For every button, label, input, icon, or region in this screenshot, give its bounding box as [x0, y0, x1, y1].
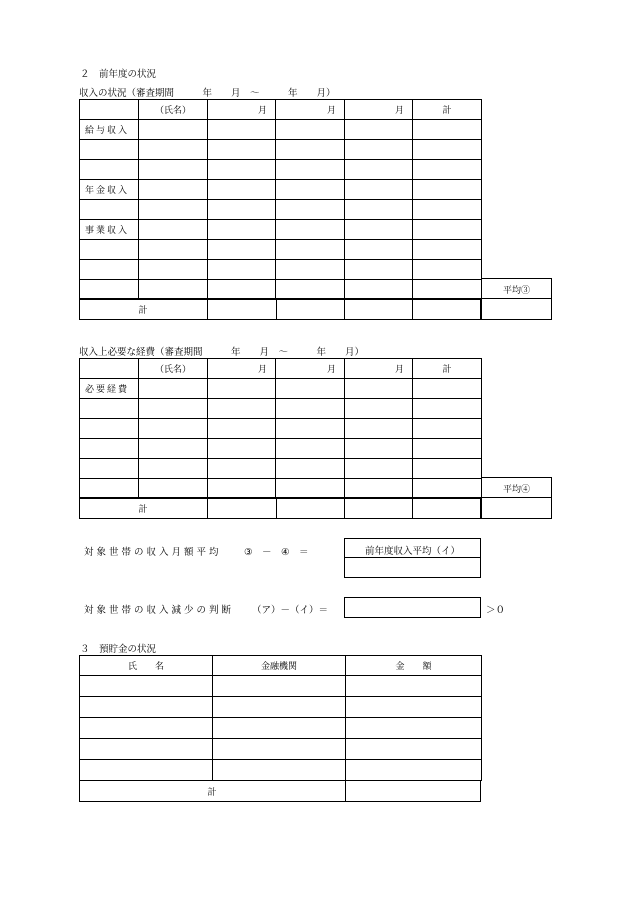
- income-cell[interactable]: [276, 280, 345, 300]
- savings-cell[interactable]: [346, 676, 482, 697]
- table-row: [80, 760, 482, 781]
- income-cell[interactable]: [345, 120, 413, 140]
- table-row: [80, 697, 482, 718]
- expense-cell[interactable]: [276, 379, 345, 399]
- expense-cell[interactable]: [139, 379, 208, 399]
- income-cell[interactable]: [413, 240, 482, 260]
- savings-cell[interactable]: [80, 697, 213, 718]
- expense-cell[interactable]: [208, 419, 276, 439]
- income-cell[interactable]: [413, 280, 482, 300]
- savings-cell[interactable]: [346, 760, 482, 781]
- savings-header-institution: 金融機関: [213, 656, 346, 676]
- savings-cell[interactable]: [346, 739, 482, 760]
- savings-cell[interactable]: [80, 739, 213, 760]
- table-row: [80, 200, 482, 220]
- expense-cell[interactable]: [413, 419, 482, 439]
- table-row: [80, 160, 482, 180]
- expense-cell[interactable]: [208, 479, 276, 499]
- expense-header-row: [80, 359, 482, 379]
- savings-cell[interactable]: [346, 697, 482, 718]
- expense-cell[interactable]: [139, 439, 208, 459]
- expense-cell[interactable]: [276, 419, 345, 439]
- income-cell[interactable]: [208, 280, 276, 300]
- income-cell[interactable]: [208, 120, 276, 140]
- income-row-label: [80, 260, 139, 280]
- expense-cell[interactable]: [276, 479, 345, 499]
- section3-heading: ３ 預貯金の状況: [80, 644, 157, 655]
- savings-total-value[interactable]: [346, 781, 480, 801]
- income-cell[interactable]: [345, 260, 413, 280]
- expense-header-name: （氏名）: [139, 359, 208, 379]
- expense-row-label: [80, 479, 139, 499]
- income-header-total: 計: [413, 100, 482, 120]
- table-row: [80, 459, 482, 479]
- income-cell[interactable]: [413, 140, 482, 160]
- table-row: [80, 379, 482, 399]
- income-cell[interactable]: [345, 280, 413, 300]
- expense-cell[interactable]: [139, 399, 208, 419]
- expense-cell[interactable]: [139, 479, 208, 499]
- income-cell[interactable]: [139, 240, 208, 260]
- expense-cell[interactable]: [208, 399, 276, 419]
- expense-cell[interactable]: [345, 419, 413, 439]
- previous-year-average-label: 前年度収入平均（イ）: [364, 546, 460, 557]
- income-cell[interactable]: [276, 260, 345, 280]
- divider: [207, 498, 208, 518]
- expense-cell[interactable]: [345, 479, 413, 499]
- income-header-row: [80, 100, 482, 120]
- income-row-label: 年金収入: [80, 180, 139, 200]
- income-header-blank: [80, 100, 139, 120]
- table-row: [80, 399, 482, 419]
- income-cell[interactable]: [276, 240, 345, 260]
- income-cell[interactable]: [413, 200, 482, 220]
- income-cell[interactable]: [276, 140, 345, 160]
- income-row-label: [80, 200, 139, 220]
- income-row-label: [80, 280, 139, 300]
- income-cell[interactable]: [139, 280, 208, 300]
- savings-table: [79, 655, 482, 781]
- savings-cell[interactable]: [80, 760, 213, 781]
- savings-cell[interactable]: [346, 718, 482, 739]
- expense-header-month-3: 月: [345, 359, 413, 379]
- income-cell[interactable]: [208, 260, 276, 280]
- income-table: [79, 99, 482, 300]
- income-cell[interactable]: [345, 240, 413, 260]
- expense-row-label: [80, 439, 139, 459]
- income-cell[interactable]: [139, 200, 208, 220]
- income-row-label: [80, 140, 139, 160]
- table-row: [80, 260, 482, 280]
- expense-header-month-1: 月: [208, 359, 276, 379]
- table-row: [80, 718, 482, 739]
- expense-cell[interactable]: [139, 419, 208, 439]
- expense-total-label: 計: [138, 505, 148, 515]
- table-row: [80, 439, 482, 459]
- formula2-suffix: ＞０: [486, 605, 506, 616]
- formula2-label: 対象世帯の収入減少の判断: [84, 605, 235, 616]
- table-row: [80, 739, 482, 760]
- income-cell[interactable]: [345, 220, 413, 240]
- income-cell[interactable]: [345, 180, 413, 200]
- income-cell[interactable]: [208, 180, 276, 200]
- income-header-month-3: 月: [345, 100, 413, 120]
- income-cell[interactable]: [413, 120, 482, 140]
- expense-cell[interactable]: [345, 399, 413, 419]
- expense-header-month-2: 月: [276, 359, 345, 379]
- income-cell[interactable]: [276, 200, 345, 220]
- divider: [412, 498, 413, 518]
- income-cell[interactable]: [208, 240, 276, 260]
- expense-cell[interactable]: [345, 379, 413, 399]
- divider: [276, 299, 277, 319]
- income-cell[interactable]: [345, 140, 413, 160]
- income-cell[interactable]: [139, 260, 208, 280]
- savings-header-row: [80, 656, 482, 676]
- expense-cell[interactable]: [413, 379, 482, 399]
- income-header-name: （氏名）: [139, 100, 208, 120]
- savings-cell[interactable]: [213, 739, 346, 760]
- savings-cell[interactable]: [213, 676, 346, 697]
- income-cell[interactable]: [276, 180, 345, 200]
- table-row: [80, 280, 482, 300]
- expense-table: [79, 358, 482, 499]
- income-cell[interactable]: [345, 200, 413, 220]
- expense-cell[interactable]: [413, 479, 482, 499]
- section2-heading: ２ 前年度の状況: [80, 69, 157, 80]
- income-cell[interactable]: [276, 220, 345, 240]
- income-row-label: [80, 240, 139, 260]
- income-cell[interactable]: [413, 180, 482, 200]
- expense-row-label: 必要経費: [80, 379, 139, 399]
- income-average-label: 平均③: [502, 286, 530, 296]
- savings-cell[interactable]: [80, 676, 213, 697]
- expense-cell[interactable]: [276, 439, 345, 459]
- expense-row-label: [80, 399, 139, 419]
- income-cell[interactable]: [139, 220, 208, 240]
- income-row-label: 事業収入: [80, 220, 139, 240]
- income-cell[interactable]: [139, 160, 208, 180]
- income-cell[interactable]: [208, 160, 276, 180]
- divider: [412, 299, 413, 319]
- divider: [207, 299, 208, 319]
- income-header-month-2: 月: [276, 100, 345, 120]
- income-total-label: 計: [138, 306, 148, 316]
- expense-header-total: 計: [413, 359, 482, 379]
- income-cell[interactable]: [276, 160, 345, 180]
- savings-cell[interactable]: [213, 760, 346, 781]
- income-cell[interactable]: [139, 180, 208, 200]
- table-row: [80, 419, 482, 439]
- expense-cell[interactable]: [208, 459, 276, 479]
- expense-cell[interactable]: [345, 439, 413, 459]
- expense-cell[interactable]: [413, 459, 482, 479]
- expense-cell[interactable]: [413, 439, 482, 459]
- formula2-expression: （ア）－（イ）＝: [252, 605, 329, 616]
- income-row-label: 給与収入: [80, 120, 139, 140]
- savings-total-label: 計: [207, 788, 217, 798]
- income-decrease-box[interactable]: [344, 597, 481, 618]
- income-average-value[interactable]: [482, 299, 551, 319]
- expense-cell[interactable]: [208, 379, 276, 399]
- formula1-label: 対象世帯の収入月額平均: [84, 547, 222, 558]
- income-title: 収入の状況（審査期間 年 月 ～ 年 月）: [79, 88, 336, 99]
- income-cell[interactable]: [413, 220, 482, 240]
- income-cell[interactable]: [276, 120, 345, 140]
- table-row: [80, 479, 482, 499]
- income-header-month-1: 月: [208, 100, 276, 120]
- formula1-expression: ③ － ④ ＝: [244, 547, 309, 558]
- expense-cell[interactable]: [413, 399, 482, 419]
- savings-cell[interactable]: [213, 697, 346, 718]
- table-row: [80, 140, 482, 160]
- divider: [276, 498, 277, 518]
- savings-cell[interactable]: [80, 718, 213, 739]
- savings-cell[interactable]: [213, 718, 346, 739]
- income-row-label: [80, 160, 139, 180]
- income-cell[interactable]: [139, 140, 208, 160]
- expense-cell[interactable]: [345, 459, 413, 479]
- expense-row-label: [80, 419, 139, 439]
- income-cell[interactable]: [208, 200, 276, 220]
- expense-average-label: 平均④: [502, 485, 530, 495]
- savings-header-name: 氏 名: [80, 656, 213, 676]
- income-cell[interactable]: [413, 260, 482, 280]
- table-row: [80, 220, 482, 240]
- expense-row-label: [80, 459, 139, 479]
- divider: [344, 299, 345, 319]
- income-cell[interactable]: [208, 140, 276, 160]
- income-cell[interactable]: [413, 160, 482, 180]
- expense-cell[interactable]: [139, 459, 208, 479]
- income-cell[interactable]: [208, 220, 276, 240]
- table-row: [80, 120, 482, 140]
- expense-average-value[interactable]: [482, 498, 551, 518]
- income-cell[interactable]: [345, 160, 413, 180]
- expense-cell[interactable]: [276, 399, 345, 419]
- table-row: [80, 240, 482, 260]
- table-row: [80, 676, 482, 697]
- previous-year-average-value[interactable]: [345, 558, 480, 577]
- savings-header-amount: 金 額: [346, 656, 482, 676]
- expense-cell[interactable]: [276, 459, 345, 479]
- table-row: [80, 180, 482, 200]
- divider: [344, 498, 345, 518]
- income-cell[interactable]: [139, 120, 208, 140]
- expense-title: 収入上必要な経費（審査期間 年 月 ～ 年 月）: [79, 347, 365, 358]
- expense-cell[interactable]: [208, 439, 276, 459]
- expense-header-blank: [80, 359, 139, 379]
